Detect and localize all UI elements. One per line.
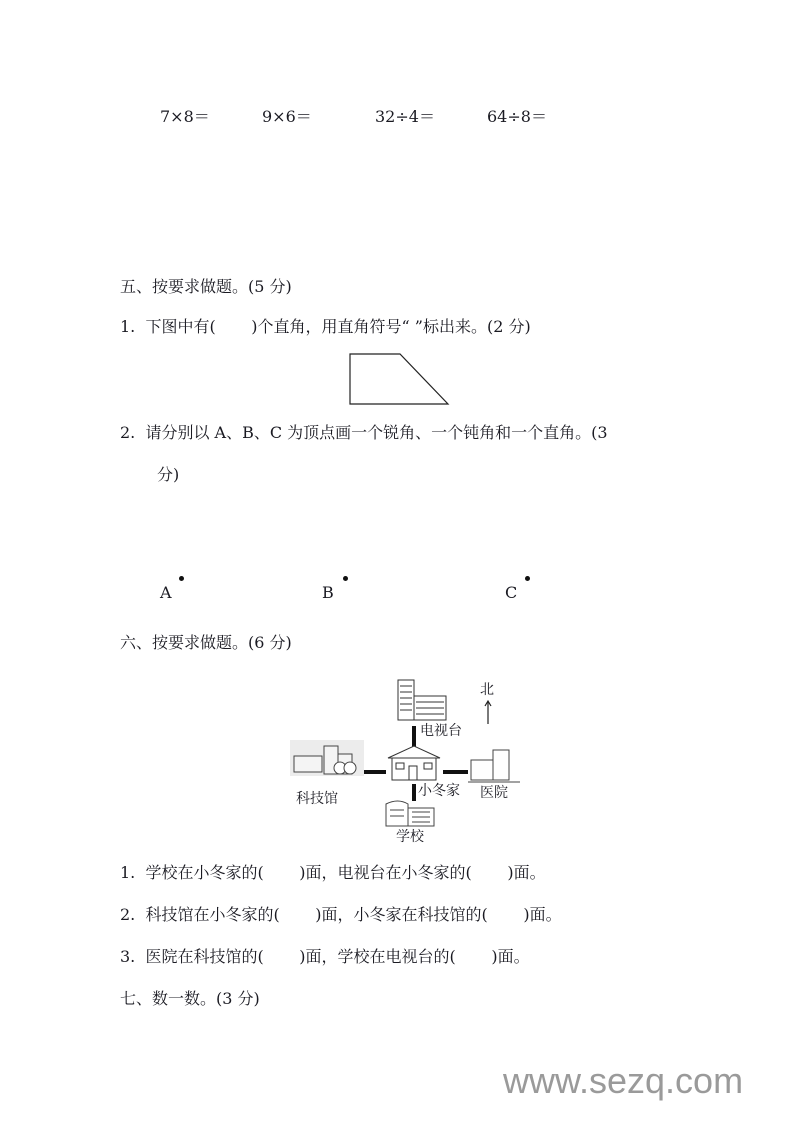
question-6-3: 3. 医院在科技馆的( )面，学校在电视台的( )面。: [120, 947, 530, 966]
map-north-label: 北: [480, 682, 494, 698]
map-drawing: [288, 676, 520, 848]
question-5-2: 2. 请分别以 A、B、C 为顶点画一个锐角、一个钝角和一个直角。(3: [120, 423, 608, 442]
point-label-c: C: [505, 583, 518, 602]
question-5-1: 1. 下图中有( )个直角，用直角符号“ ”标出来。(2 分): [120, 317, 531, 336]
question-5-2-cont: 分): [157, 465, 180, 484]
map-home-label: 小冬家: [418, 783, 460, 799]
expression: 32÷4＝: [375, 107, 435, 126]
tv-building-icon: [398, 680, 446, 720]
map-hospital-label: 医院: [480, 785, 508, 801]
section-7-title: 七、数一数。(3 分): [120, 989, 260, 1008]
watermark: www.sezq.com: [503, 1060, 744, 1101]
school-icon: [386, 801, 434, 826]
point-label-a: A: [160, 583, 172, 602]
direction-map: [288, 676, 520, 848]
map-science-label: 科技馆: [296, 791, 338, 807]
map-school-label: 学校: [396, 829, 424, 845]
expression: 64÷8＝: [487, 107, 547, 126]
trapezoid-figure: [345, 350, 455, 410]
section-6-title: 六、按要求做题。(6 分): [120, 633, 292, 652]
question-6-1: 1. 学校在小冬家的( )面，电视台在小冬家的( )面。: [120, 863, 546, 882]
expression: 9×6＝: [262, 107, 312, 126]
north-arrow-icon: [485, 701, 491, 724]
point-b: [343, 576, 348, 581]
house-icon: [388, 746, 440, 780]
science-museum-icon: [290, 740, 364, 776]
point-label-b: B: [322, 583, 334, 602]
section-5-title: 五、按要求做题。(5 分): [120, 277, 292, 296]
expression: 7×8＝: [160, 107, 210, 126]
question-6-2: 2. 科技馆在小冬家的( )面，小冬家在科技馆的( )面。: [120, 905, 562, 924]
point-a: [179, 576, 184, 581]
point-c: [525, 576, 530, 581]
map-tv-label: 电视台: [420, 723, 462, 739]
hospital-icon: [468, 750, 520, 782]
